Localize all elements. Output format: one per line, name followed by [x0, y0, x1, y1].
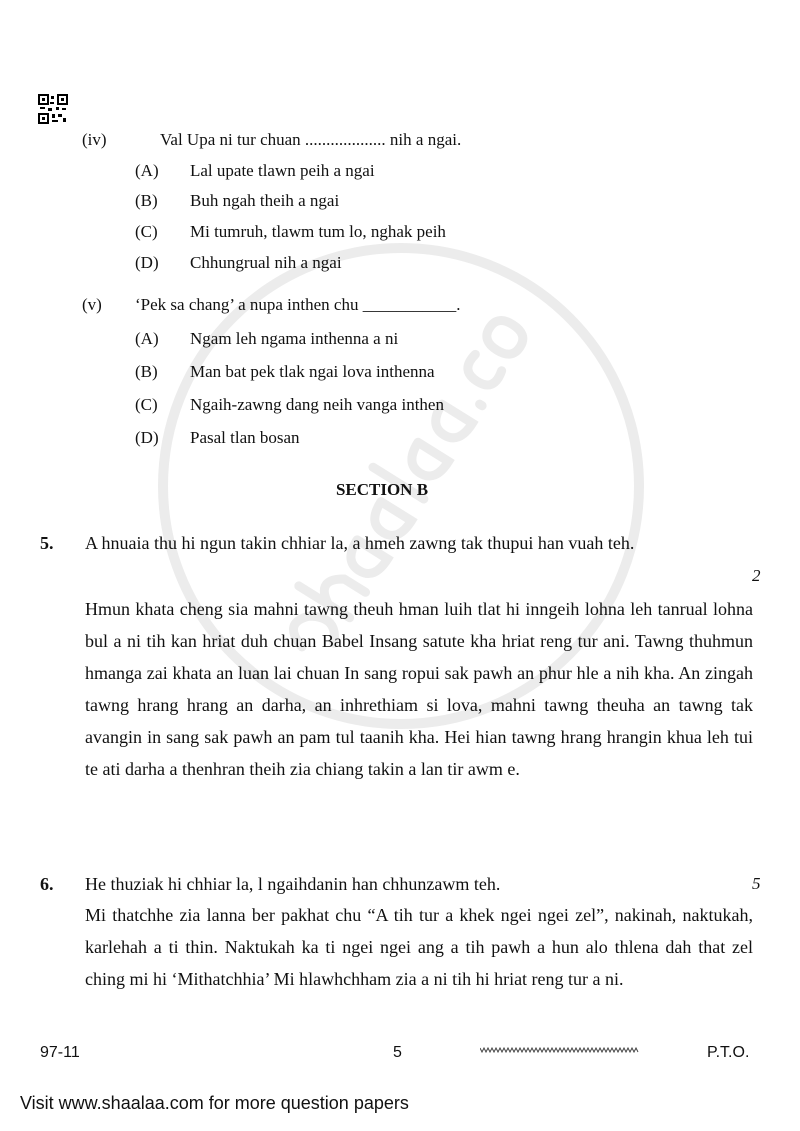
option-text: Chhungrual nih a ngai — [190, 253, 342, 272]
paper-code: 97-11 — [40, 1044, 80, 1061]
option-label: (A) — [135, 329, 159, 348]
option-text: Buh ngah theih a ngai — [190, 191, 340, 210]
option-text: Man bat pek tlak ngai lova inthenna — [190, 362, 435, 381]
passage: Hmun khata cheng sia mahni tawng theuh hman luih tlat hi inngeih lohna leh tanrual lohna bul a ni tih kan hriat duh chuan Babel Insang satute kha hriat reng tur ani. Tawng thuhmun hmanga zai khata an luan lai chuan In sang ropui sak pawh an phur hle a nih kha. An zingah tawng hrang hrang an darha, an inhrethiam si lova, mahni tawng theuha an tawng tak avangin in sang sak pawh an pam tul taanih kha. Hei hian tawng hrang hrangin khua leh tui te ati darha a thenhran theih zia chiang takin a lan tir awm e. — [85, 599, 753, 779]
passage: Mi thatchhe zia lanna ber pakhat chu “A tih tur a khek ngei ngei zel”, nakinah, naktukah, karlehah a ti thin. Naktukah ka ti ngei ngei ang a tih pawh a hun alo thlena dah that zel ching mi hi ‘Mithatchhia’ Mi hlawhchham zia a ni tih hi hriat reng tur a ni. — [85, 905, 753, 989]
question-number: 5. — [40, 533, 54, 553]
question-prompt: He thuziak hi chhiar la, l ngaihdanin han chhunzawm teh. — [85, 874, 501, 894]
question-number: (v) — [82, 295, 102, 314]
option-label: (C) — [135, 222, 158, 241]
page-number: 5 — [393, 1044, 402, 1061]
option-text: Ngaih-zawng dang neih vanga inthen — [190, 395, 444, 414]
option-text: Lal upate tlawn peih a ngai — [190, 161, 375, 180]
option-text: Mi tumruh, tlawm tum lo, nghak peih — [190, 222, 446, 241]
option-text: Pasal tlan bosan — [190, 428, 300, 447]
option-label: (B) — [135, 191, 158, 210]
question-text: ‘Pek sa chang’ a nupa inthen chu ___________. — [135, 295, 461, 314]
section-title: SECTION B — [335, 480, 429, 499]
question-text: Val Upa ni tur chuan ................... nih a ngai. — [160, 130, 462, 149]
option-label: (C) — [135, 395, 158, 414]
wavy-line-decoration — [480, 1046, 640, 1054]
question-prompt: A hnuaia thu hi ngun takin chhiar la, a hmeh zawng tak thupui han vuah teh. — [85, 533, 635, 553]
promo-link-text: Visit www.shaalaa.com for more question papers — [20, 1093, 409, 1113]
question-number: 6. — [40, 874, 54, 894]
option-label: (A) — [135, 161, 159, 180]
marks: 5 — [752, 874, 761, 893]
marks: 2 — [752, 566, 761, 585]
please-turn-over: P.T.O. — [707, 1044, 750, 1061]
option-label: (D) — [135, 253, 159, 272]
option-text: Ngam leh ngama inthenna a ni — [190, 329, 399, 348]
qr-code-icon — [38, 94, 68, 124]
option-label: (D) — [135, 428, 159, 447]
option-label: (B) — [135, 362, 158, 381]
question-number: (iv) — [82, 130, 107, 149]
